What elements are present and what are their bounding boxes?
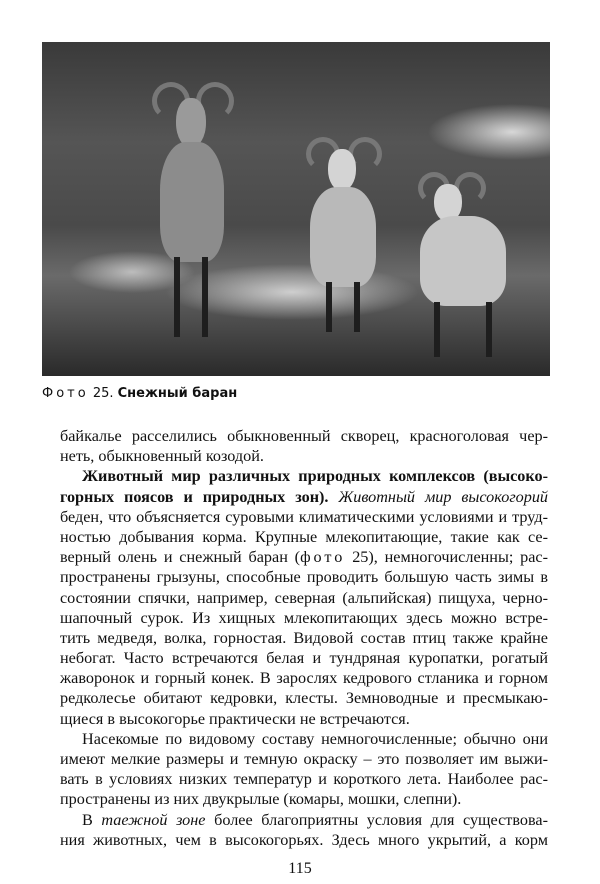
body-text	[60, 426, 548, 850]
text-line: редколесье обитают кедровки, клесты. Земноводные и пресмыкаю-	[60, 689, 548, 708]
caption-label: Фото	[42, 386, 89, 401]
text-line: ностью добывания корма. Крупные млекопитающие, такие как се-	[60, 527, 548, 546]
photo-reference: фото	[300, 548, 346, 567]
italic-term: Животный мир высокогорий	[338, 487, 549, 506]
text-line: неть, обыкновенный козодой.	[60, 447, 264, 466]
text-line: пространены из них двукрылые (комары, мошки, слепни).	[60, 790, 462, 809]
text-line: состоянии спячки, например, северная (альпийская) пищуха, черно-	[60, 588, 548, 607]
sheep-left	[152, 82, 232, 342]
text-span: верный олень и снежный баран (	[60, 548, 301, 567]
caption-title: Снежный баран	[117, 386, 238, 401]
text-span: 25), немногочисленны; рас-	[345, 548, 548, 567]
italic-term: таежной зоне	[101, 810, 206, 829]
text-line	[60, 547, 548, 567]
text-line: тить медведя, волка, горностая. Видовой состав птиц также крайне	[60, 628, 548, 647]
sheep-right	[414, 172, 510, 362]
text-line: жаворонок и горный конек. В зарослях кедрового стланика и горном	[60, 669, 548, 688]
text-line	[60, 487, 548, 507]
text-line: шапочный сурок. Из хищных млекопитающих здесь можно встре-	[60, 608, 548, 627]
text-span: более благоприятны условия для существова-	[205, 810, 549, 829]
caption-number: 25.	[92, 386, 114, 401]
text-line: Насекомые по видовому составу немногочисленные; обычно они	[82, 729, 548, 748]
section-heading-line	[60, 466, 548, 486]
text-line: беден, что объясняется суровыми климатическими условиями и труд-	[60, 507, 548, 526]
text-line	[60, 810, 548, 830]
text-line: байкалье расселились обыкновенный скворец, красноголовая чер-	[60, 427, 548, 445]
text-line: небогат. Часто встречаются белая и тундряная куропатки, рогатый	[60, 649, 548, 668]
photo-caption	[42, 386, 237, 401]
text-line: имеют мелкие размеры и темную окраску – это позволяет им выжи-	[60, 750, 548, 768]
text-line: ния животных, чем в высокогорьях. Здесь много укрытий, а корм	[60, 830, 548, 849]
text-line: вать в условиях низких температур и короткого лета. Наиболее рас-	[60, 770, 548, 789]
text-span: В	[82, 810, 102, 829]
page-number: 115	[288, 860, 312, 877]
text-line: щиеся в высокогорье практически не встречаются.	[60, 709, 410, 728]
section-heading-end: горных поясов и природных зон).	[60, 487, 329, 506]
photo-snow-sheep	[42, 42, 550, 376]
section-heading: Животный мир различных природных комплексов (высоко-	[82, 467, 548, 486]
sheep-middle	[304, 137, 384, 337]
text-line: пространены грызуны, способные проводить большую часть зимы в	[60, 568, 548, 587]
